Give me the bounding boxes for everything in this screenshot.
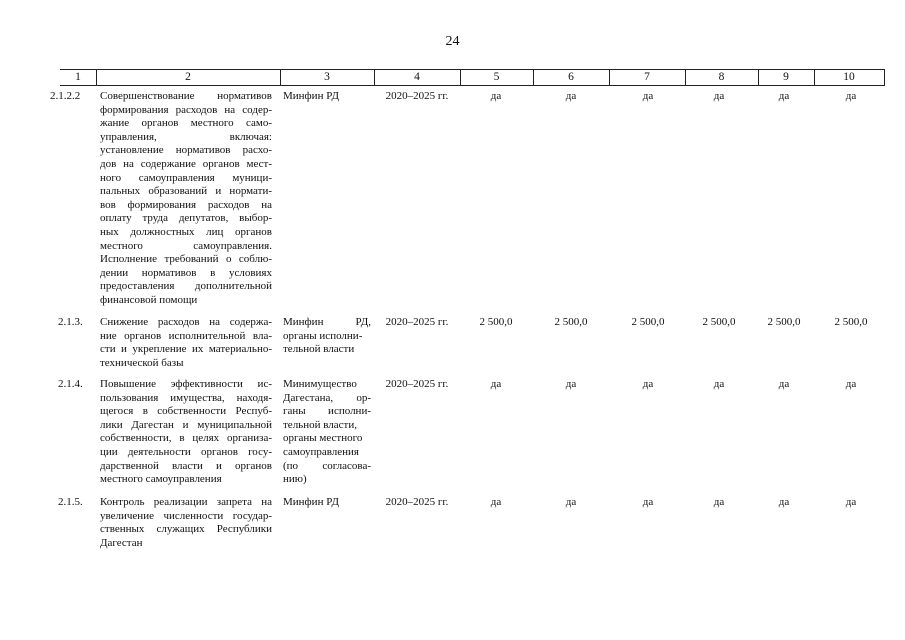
column-header: 1	[75, 71, 81, 83]
desc-line: ции деятельности органов госу-	[100, 445, 272, 458]
desc-line: сти и укрепление их материально-	[100, 343, 272, 356]
desc-line: Повышение эффективности ис-	[100, 378, 272, 390]
desc-line: лики Дагестан и муниципальной	[100, 418, 272, 431]
value-cell: да	[845, 90, 857, 102]
value-cell: да	[642, 496, 654, 508]
executor-line: нию)	[283, 473, 307, 486]
executor-line: (по согласова-	[283, 459, 371, 472]
column-header: 7	[644, 71, 650, 83]
executor-line: Минфин РД,	[283, 316, 371, 328]
desc-line: дарственной власти и органов	[100, 459, 272, 472]
desc-line: жание органов местного само-	[100, 117, 272, 130]
value-cell: да	[713, 496, 725, 508]
value-cell: да	[490, 378, 502, 390]
desc-line: оплату труда депутатов, выбор-	[100, 212, 272, 225]
value-cell: да	[642, 378, 654, 390]
column-header: 6	[568, 71, 574, 83]
column-header: 10	[843, 71, 855, 83]
header-divider	[884, 69, 885, 86]
desc-line: Дагестан	[100, 536, 143, 549]
desc-line: вов формирования расходов на	[100, 198, 272, 211]
period: 2020–2025 гг.	[385, 316, 449, 328]
desc-line: местного самоуправления.	[100, 239, 272, 252]
row-number: 2.1.3.	[58, 316, 83, 328]
measure-description	[100, 90, 272, 308]
desc-line: финансовой помощи	[100, 293, 198, 306]
value-cell: да	[713, 90, 725, 102]
desc-line: ных должностных лиц органов	[100, 225, 272, 238]
period: 2020–2025 гг.	[385, 90, 449, 102]
desc-line: управления, включая:	[100, 130, 272, 143]
executor-line: Дагестана, ор-	[283, 391, 371, 404]
executor-line: органы местного	[283, 432, 363, 445]
desc-line: увеличение численности государ-	[100, 509, 272, 522]
desc-line: ственных служащих Республики	[100, 523, 272, 536]
desc-line: собственности, в целях организа-	[100, 432, 272, 445]
value-cell: да	[642, 90, 654, 102]
executor-line: органы исполни-	[283, 329, 363, 342]
value-cell: да	[713, 378, 725, 390]
desc-line: местного самоуправления	[100, 473, 222, 486]
executor	[283, 90, 371, 104]
header-bottom-border	[60, 85, 884, 86]
measure-description	[100, 316, 272, 370]
desc-line: дов на содержание органов мест-	[100, 157, 272, 170]
column-header: 5	[493, 71, 500, 83]
desc-line: пользования имущества, находя-	[100, 391, 272, 404]
value-cell: да	[845, 378, 857, 390]
column-header: 2	[185, 71, 191, 83]
value-cell: да	[778, 90, 790, 102]
desc-line: Снижение расходов на содержа-	[100, 316, 272, 328]
measure-description	[100, 378, 272, 487]
desc-line: Контроль реализации запрета на	[100, 496, 272, 508]
executor-line: самоуправления	[283, 445, 359, 458]
desc-line: формирования расходов на содер-	[100, 103, 272, 116]
executor	[283, 496, 371, 510]
value-cell: да	[565, 90, 577, 102]
value-cell: да	[778, 496, 790, 508]
desc-line: технической базы	[100, 356, 184, 369]
column-header: 4	[414, 71, 420, 83]
value-cell: 2 500,0	[554, 316, 588, 328]
value-cell: да	[490, 496, 502, 508]
desc-line: ного самоуправления муници-	[100, 171, 272, 184]
value-cell: 2 500,0	[631, 316, 665, 328]
executor-line: ганы исполни-	[283, 405, 371, 418]
period: 2020–2025 гг.	[385, 378, 449, 390]
desc-line: щегося в собственности Респуб-	[100, 405, 272, 418]
desc-line: ние органов исполнительной вла-	[100, 329, 272, 342]
executor	[283, 378, 371, 487]
period: 2020–2025 гг.	[385, 496, 449, 508]
value-cell: да	[565, 378, 577, 390]
desc-line: предоставления дополнительной	[100, 280, 272, 293]
column-header: 9	[783, 71, 789, 83]
row-number: 2.1.4.	[58, 378, 83, 390]
desc-line: дении нормативов в условиях	[100, 266, 272, 279]
column-header: 8	[718, 71, 725, 83]
value-cell: 2 500,0	[834, 316, 868, 328]
executor-line: тельной власти,	[283, 418, 357, 431]
page-number: 24	[445, 34, 460, 49]
executor	[283, 316, 371, 357]
value-cell: да	[490, 90, 502, 102]
desc-line: пальных образований и нормати-	[100, 185, 272, 198]
desc-line: Исполнение требований о соблю-	[100, 253, 272, 266]
row-number: 2.1.5.	[58, 496, 83, 508]
row-number: 2.1.2.2	[50, 90, 81, 102]
value-cell: 2 500,0	[767, 316, 801, 328]
executor-line: Минфин РД	[283, 496, 339, 508]
executor-line: тельной власти	[283, 343, 355, 356]
value-cell: да	[778, 378, 790, 390]
value-cell: да	[845, 496, 857, 508]
desc-line: установление нормативов расхо-	[100, 144, 272, 157]
value-cell: 2 500,0	[702, 316, 736, 328]
desc-line: Совершенствование нормативов	[100, 90, 272, 102]
value-cell: да	[565, 496, 577, 508]
measure-description	[100, 496, 272, 550]
value-cell: 2 500,0	[479, 316, 513, 328]
column-header: 3	[324, 71, 330, 83]
executor-line: Минимущество	[283, 378, 357, 390]
executor-line: Минфин РД	[283, 90, 339, 102]
